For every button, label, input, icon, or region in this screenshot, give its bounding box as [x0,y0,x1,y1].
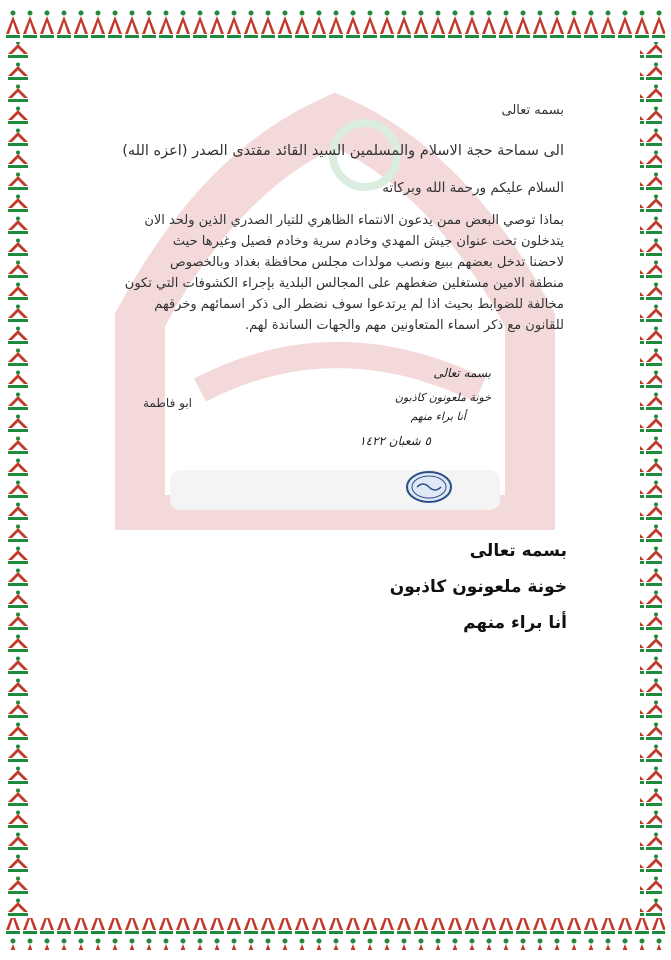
letter-body [84,210,564,336]
body-line: منطقة الامين مستغلين ضغطهم على المجالس البلدية بإجراء الكشوفات التي تكون [124,276,564,291]
typed-line-traitors: خونة ملعونون كاذبون [389,577,567,597]
handwritten-basmala: بسمه تعالى [433,366,491,380]
typed-line-disown: أنا براء منهم [463,613,567,633]
letter-addressee: الى سماحة حجة الاسلام والمسلمين السيد القائد مقتدى الصدر (اعزه الله) [122,143,564,159]
letter-basmala: بسمه تعالى [501,103,564,118]
letter-greeting: السلام عليكم ورحمة الله وبركاته [382,180,564,196]
body-line: مخالفة للضوابط بحيث اذا لم يرتدعوا سوف نضطر الى ذكر اسمائهم وخرقهم [154,297,564,312]
typed-basmala: بسمه تعالى [469,541,567,561]
handwritten-line-disown: أنا براء منهم [410,410,466,423]
body-line: يتدخلون تحت عنوان جيش المهدي وخادم سرية وخادم فصيل وغيرها حيث [172,234,564,249]
letter-signature: ابو فاطمة [143,396,193,410]
handwritten-line-traitors: خونة ملعونون كاذبون [394,391,491,404]
official-seal-stamp [405,470,453,504]
body-line: لاحضنا تدخل بعضهم ببيع ونصب مولدات مجلس محافظة بغداد وبالخصوص [170,255,564,270]
handwritten-date: ٥ شعبان ١٤٢٢ [359,434,431,448]
body-line: بماذا توصي البعض ممن يدعون الانتماء الظاهري للتيار الصدري الذين ولحد الان [144,213,564,228]
body-line: للقانون مع ذكر اسماء المتعاونين مهم والجهات الساندة لهم. [245,318,564,333]
